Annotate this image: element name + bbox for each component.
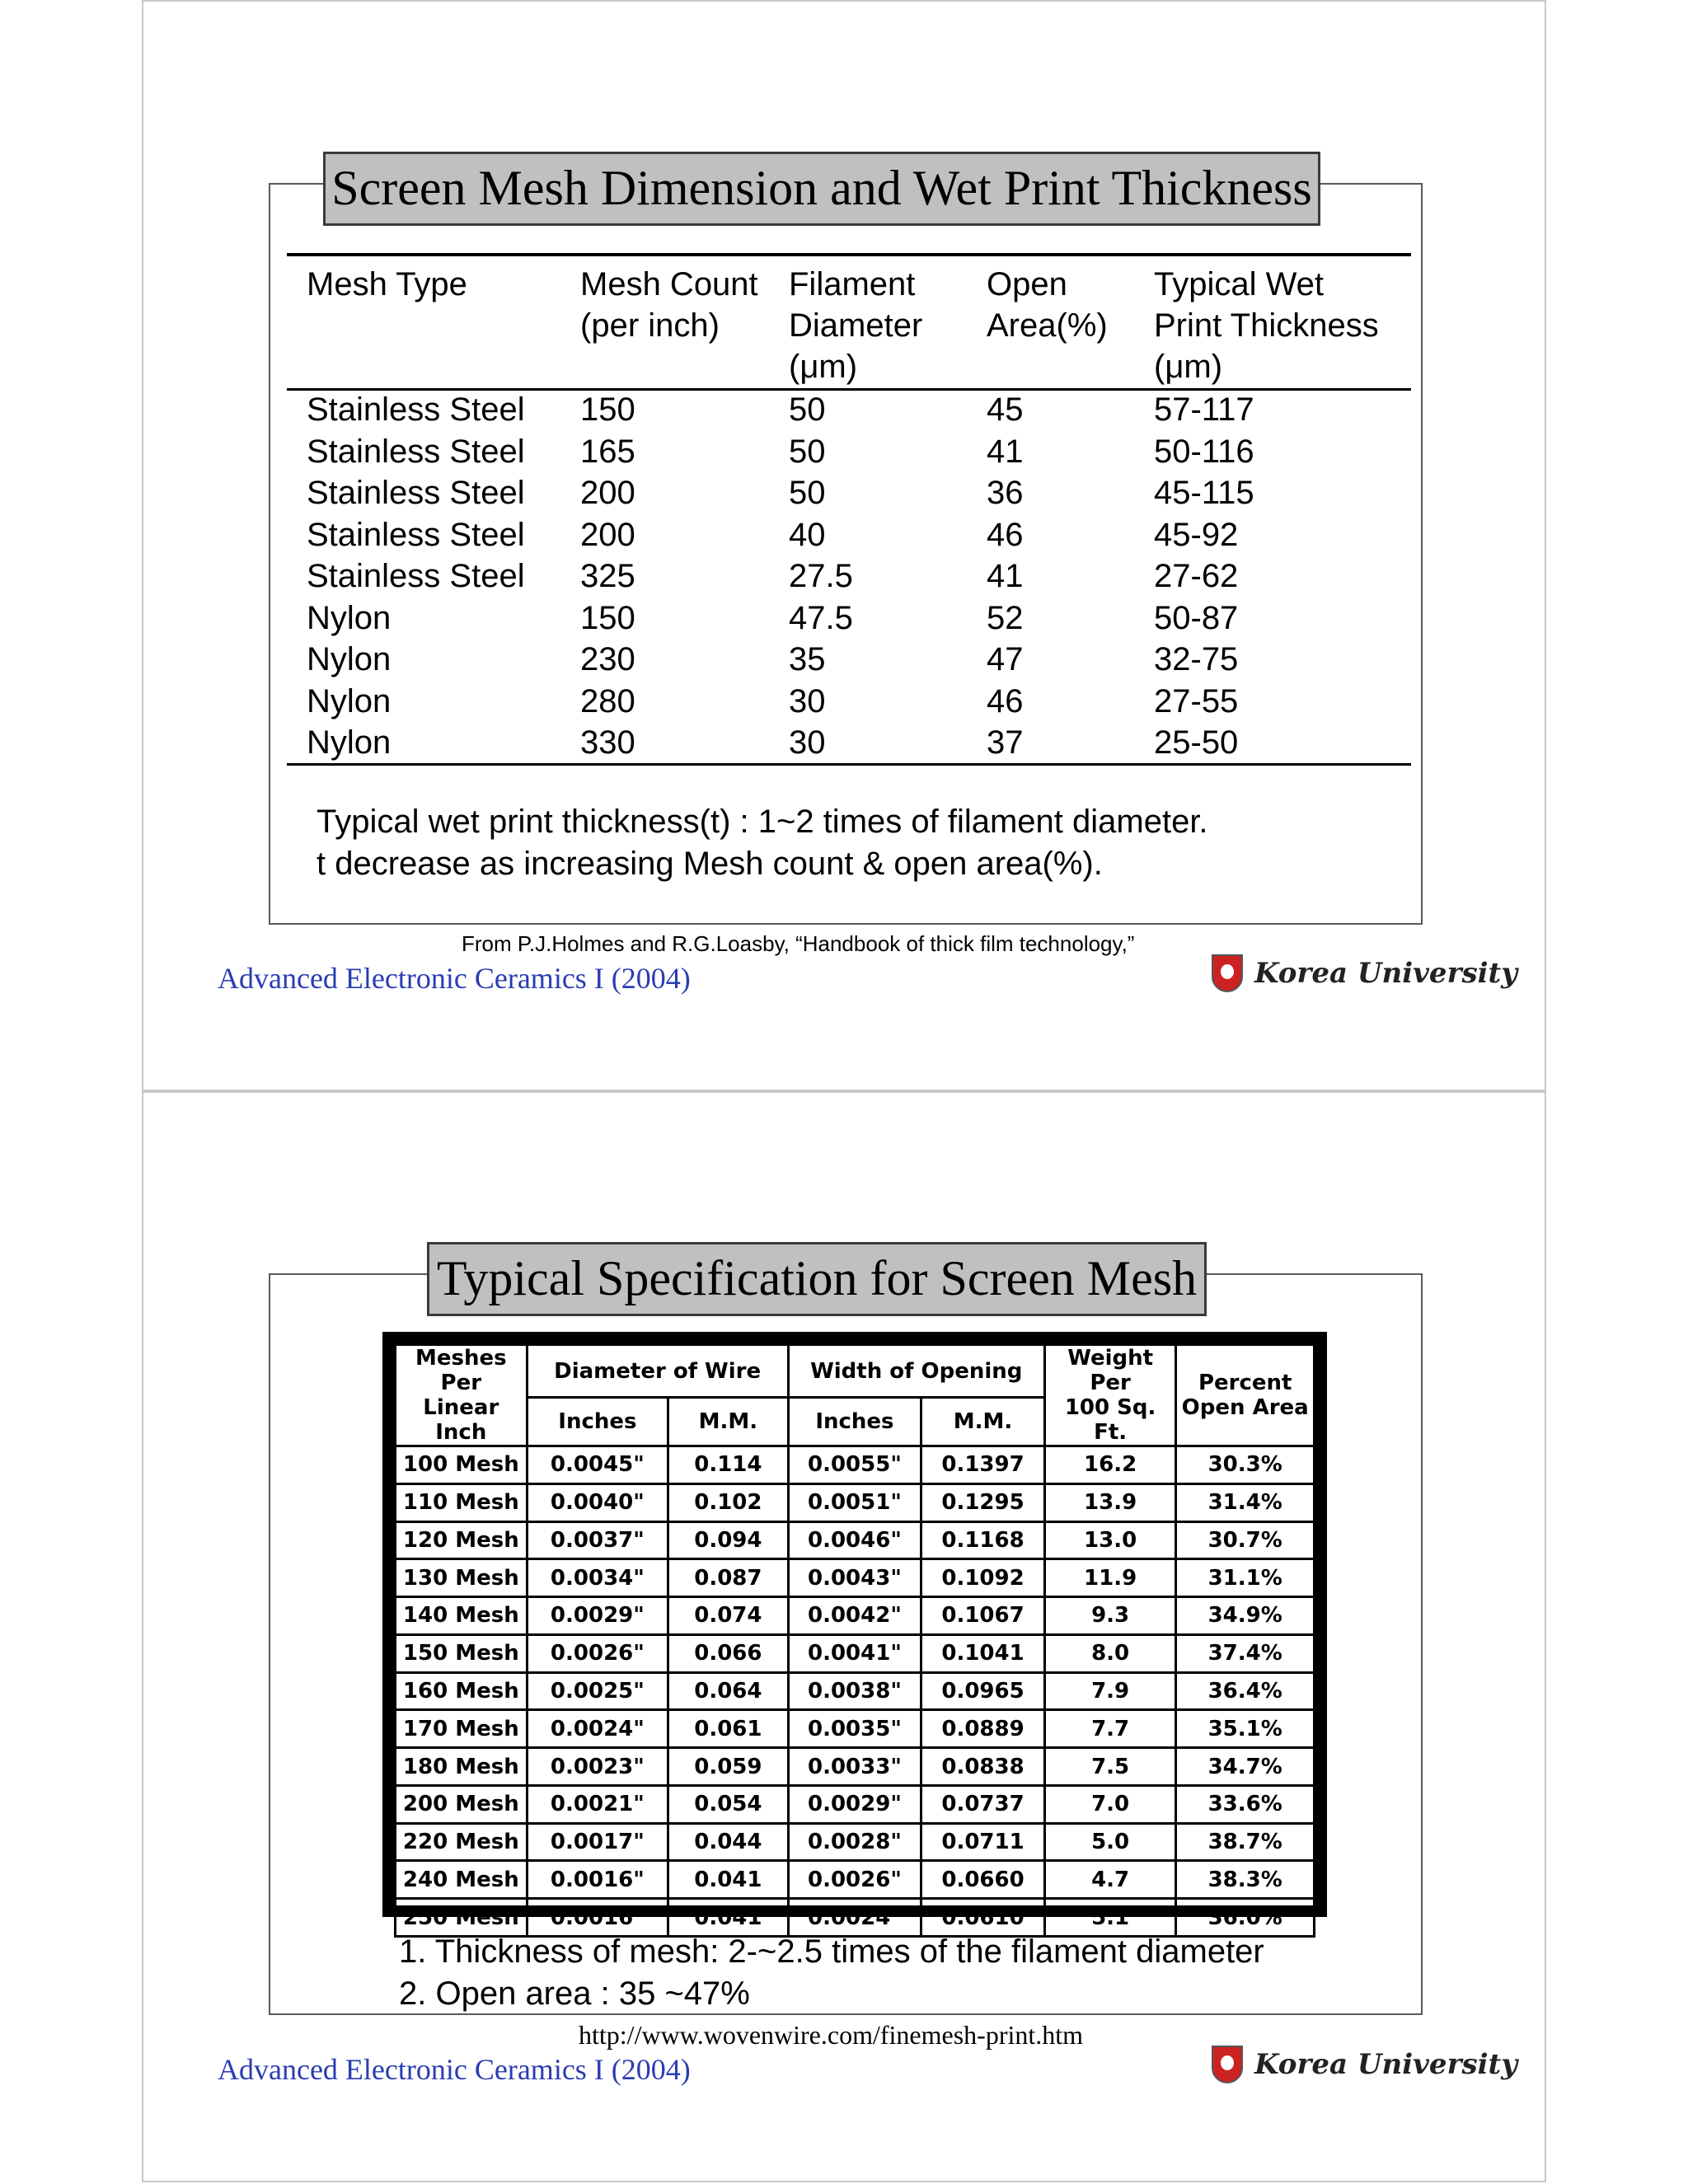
cell-percent-open: 34.9%: [1176, 1597, 1315, 1635]
cell-opening-mm: 0.1041: [921, 1634, 1045, 1672]
cell-open-area: 46: [987, 682, 1024, 719]
cell-meshes: 110 Mesh: [396, 1483, 528, 1521]
cell-wet-print-thickness: 45-115: [1154, 475, 1254, 511]
cell-weight: 16.2: [1044, 1446, 1176, 1484]
cell-percent-open: 30.3%: [1176, 1446, 1315, 1484]
cell-mesh-count: 150: [580, 391, 635, 428]
cell-wet-print-thickness: 32-75: [1154, 641, 1239, 677]
slide-1-note-2: t decrease as increasing Mesh count & open area(%).: [316, 846, 1103, 882]
cell-filament-diameter: 50: [789, 433, 826, 470]
header-filament-diameter: Filament Diameter (μm): [789, 266, 923, 385]
slide-1-logo: [1212, 954, 1517, 992]
slide-1-note-1: Typical wet print thickness(t) : 1~2 times of filament diameter.: [316, 804, 1208, 840]
cell-open-area: 46: [987, 516, 1024, 553]
header-open-area: Open Area(%): [987, 266, 1108, 344]
screen-mesh-spec-table: [382, 1332, 1327, 1930]
cell-wet-print-thickness: 27-55: [1154, 682, 1239, 719]
cell-mesh-type: Nylon: [307, 682, 392, 719]
cell-weight: 7.7: [1044, 1710, 1176, 1748]
table-row: [396, 1521, 1315, 1559]
cell-opening-mm: 0.0889: [921, 1710, 1045, 1748]
cell-weight: 7.5: [1044, 1748, 1176, 1786]
cell-opening-mm: 0.1067: [921, 1597, 1045, 1635]
cell-wire-mm: 0.074: [668, 1597, 788, 1635]
cell-wire-inches: 0.0016": [527, 1861, 668, 1899]
cell-percent-open: 31.1%: [1176, 1559, 1315, 1597]
cell-weight: 13.9: [1044, 1483, 1176, 1521]
cell-opening-inches: 0.0042": [788, 1597, 921, 1635]
cell-meshes: 160 Mesh: [396, 1672, 528, 1710]
cell-wire-inches: 0.0025": [527, 1672, 668, 1710]
cell-percent-open: 35.1%: [1176, 1710, 1315, 1748]
cell-percent-open: 31.4%: [1176, 1483, 1315, 1521]
cell-wire-inches: 0.0037": [527, 1521, 668, 1559]
cell-open-area: 37: [987, 724, 1024, 761]
cell-wire-mm: 0.066: [668, 1634, 788, 1672]
korea-university-crest-icon: [1212, 954, 1243, 992]
cell-opening-mm: 0.0838: [921, 1748, 1045, 1786]
cell-opening-mm: 0.0660: [921, 1861, 1045, 1899]
cell-wire-mm: 0.114: [668, 1446, 788, 1484]
cell-wire-mm: 0.064: [668, 1672, 788, 1710]
cell-wire-mm: 0.087: [668, 1559, 788, 1597]
cell-wire-mm: 0.102: [668, 1483, 788, 1521]
cell-opening-inches: 0.0028": [788, 1823, 921, 1861]
cell-mesh-count: 330: [580, 724, 635, 761]
cell-wire-mm: 0.054: [668, 1785, 788, 1823]
header-weight: Weight Per 100 Sq. Ft.: [1044, 1345, 1176, 1446]
cell-mesh-count: 200: [580, 516, 635, 553]
cell-wire-inches: 0.0024": [527, 1710, 668, 1748]
header-wire-mm: M.M.: [668, 1398, 788, 1446]
cell-filament-diameter: 30: [789, 724, 826, 761]
cell-weight: 4.7: [1044, 1861, 1176, 1899]
cell-percent-open: 38.7%: [1176, 1823, 1315, 1861]
slide-2-course: Advanced Electronic Ceramics I (2004): [218, 2053, 691, 2086]
cell-open-area: 41: [987, 433, 1024, 470]
slide-2-logo: [1212, 2046, 1517, 2083]
cell-weight: 5.0: [1044, 1823, 1176, 1861]
header-mesh-type: Mesh Type: [307, 266, 467, 302]
cell-weight: 13.0: [1044, 1521, 1176, 1559]
cell-wire-inches: 0.0029": [527, 1597, 668, 1635]
table-row: [396, 1446, 1315, 1484]
header-percent-open-area: Percent Open Area: [1176, 1345, 1315, 1446]
cell-opening-inches: 0.0038": [788, 1672, 921, 1710]
header-wire-inches: Inches: [527, 1398, 668, 1446]
cell-open-area: 47: [987, 641, 1024, 677]
cell-opening-inches: 0.0041": [788, 1634, 921, 1672]
cell-opening-inches: 0.0046": [788, 1521, 921, 1559]
table-row: [396, 1710, 1315, 1748]
header-opening-inches: Inches: [788, 1398, 921, 1446]
slide-1-source: From P.J.Holmes and R.G.Loasby, “Handbook of thick film technology,”: [462, 931, 1135, 956]
header-diameter-of-wire: Diameter of Wire: [527, 1345, 788, 1398]
cell-opening-inches: 0.0026": [788, 1861, 921, 1899]
cell-wire-mm: 0.041: [668, 1861, 788, 1899]
cell-percent-open: 34.7%: [1176, 1748, 1315, 1786]
table-row: [396, 1785, 1315, 1823]
cell-mesh-type: Stainless Steel: [307, 558, 525, 594]
table-row: [396, 1748, 1315, 1786]
cell-open-area: 41: [987, 558, 1024, 594]
cell-mesh-count: 280: [580, 682, 635, 719]
cell-filament-diameter: 50: [789, 475, 826, 511]
cell-filament-diameter: 50: [789, 391, 826, 428]
cell-opening-inches: 0.0051": [788, 1483, 921, 1521]
cell-wet-print-thickness: 57-117: [1154, 391, 1254, 428]
cell-wet-print-thickness: 50-87: [1154, 599, 1239, 636]
cell-filament-diameter: 35: [789, 641, 826, 677]
table-top-rule: [287, 253, 1411, 256]
header-meshes-per-inch: Meshes Per Linear Inch: [396, 1345, 528, 1446]
cell-wet-print-thickness: 50-116: [1154, 433, 1254, 470]
cell-mesh-type: Nylon: [307, 599, 392, 636]
header-mesh-count: Mesh Count (per inch): [580, 266, 758, 344]
cell-percent-open: 30.7%: [1176, 1521, 1315, 1559]
logo-text: Korea University: [1254, 957, 1517, 990]
cell-wet-print-thickness: 27-62: [1154, 558, 1239, 594]
cell-weight: 5.1: [1044, 1899, 1176, 1937]
cell-wire-mm: 0.044: [668, 1823, 788, 1861]
table-row: [396, 1597, 1315, 1635]
cell-percent-open: 37.4%: [1176, 1634, 1315, 1672]
cell-opening-inches: 0.0033": [788, 1748, 921, 1786]
cell-opening-mm: 0.0711: [921, 1823, 1045, 1861]
cell-opening-inches: 0.0035": [788, 1710, 921, 1748]
cell-filament-diameter: 47.5: [789, 599, 853, 636]
cell-opening-mm: 0.1295: [921, 1483, 1045, 1521]
cell-wire-inches: 0.0034": [527, 1559, 668, 1597]
slide-1: [142, 0, 1546, 1091]
cell-wet-print-thickness: 45-92: [1154, 516, 1239, 553]
cell-meshes: 200 Mesh: [396, 1785, 528, 1823]
cell-meshes: 180 Mesh: [396, 1748, 528, 1786]
cell-meshes: 170 Mesh: [396, 1710, 528, 1748]
cell-opening-mm: 0.0737: [921, 1785, 1045, 1823]
cell-opening-mm: 0.0610: [921, 1899, 1045, 1937]
cell-wire-inches: 0.0023": [527, 1748, 668, 1786]
cell-wire-inches: 0.0026": [527, 1634, 668, 1672]
slide-2-note-1: 1. Thickness of mesh: 2-~2.5 times of the filament diameter: [399, 1933, 1264, 1970]
cell-opening-mm: 0.1168: [921, 1521, 1045, 1559]
cell-wire-mm: 0.059: [668, 1748, 788, 1786]
table-row: [396, 1559, 1315, 1597]
cell-meshes: 150 Mesh: [396, 1634, 528, 1672]
cell-meshes: 130 Mesh: [396, 1559, 528, 1597]
cell-opening-inches: 0.0055": [788, 1446, 921, 1484]
cell-mesh-type: Stainless Steel: [307, 433, 525, 470]
cell-mesh-count: 230: [580, 641, 635, 677]
cell-weight: 11.9: [1044, 1559, 1176, 1597]
cell-wet-print-thickness: 25-50: [1154, 724, 1239, 761]
cell-wire-inches: 0.0040": [527, 1483, 668, 1521]
slide-2-title: Typical Specification for Screen Mesh: [427, 1242, 1207, 1316]
logo-text: Korea University: [1254, 2048, 1517, 2081]
slide-1-title: Screen Mesh Dimension and Wet Print Thickness: [323, 152, 1320, 226]
korea-university-crest-icon: [1212, 2046, 1243, 2083]
cell-mesh-count: 165: [580, 433, 635, 470]
header-opening-mm: M.M.: [921, 1398, 1045, 1446]
cell-weight: 9.3: [1044, 1597, 1176, 1635]
table-row: [396, 1483, 1315, 1521]
slide-1-course: Advanced Electronic Ceramics I (2004): [218, 962, 691, 995]
spec-table-body: [396, 1446, 1315, 1937]
cell-mesh-type: Stainless Steel: [307, 516, 525, 553]
cell-open-area: 52: [987, 599, 1024, 636]
table-bottom-rule: [287, 763, 1411, 766]
header-width-of-opening: Width of Opening: [788, 1345, 1044, 1398]
cell-wire-inches: 0.0045": [527, 1446, 668, 1484]
cell-open-area: 45: [987, 391, 1024, 428]
cell-opening-inches: 0.0029": [788, 1785, 921, 1823]
cell-weight: 8.0: [1044, 1634, 1176, 1672]
cell-percent-open: 38.3%: [1176, 1861, 1315, 1899]
table-row: [396, 1634, 1315, 1672]
table-row: [396, 1672, 1315, 1710]
cell-opening-mm: 0.0965: [921, 1672, 1045, 1710]
cell-meshes: 120 Mesh: [396, 1521, 528, 1559]
cell-wire-mm: 0.041: [668, 1899, 788, 1937]
cell-weight: 7.0: [1044, 1785, 1176, 1823]
cell-filament-diameter: 30: [789, 682, 826, 719]
cell-open-area: 36: [987, 475, 1024, 511]
cell-wire-inches: 0.0016": [527, 1899, 668, 1937]
cell-weight: 7.9: [1044, 1672, 1176, 1710]
cell-meshes: 140 Mesh: [396, 1597, 528, 1635]
cell-filament-diameter: 40: [789, 516, 826, 553]
cell-opening-inches: 0.0043": [788, 1559, 921, 1597]
cell-opening-mm: 0.1397: [921, 1446, 1045, 1484]
table-row: [396, 1823, 1315, 1861]
cell-percent-open: 33.6%: [1176, 1785, 1315, 1823]
cell-mesh-count: 150: [580, 599, 635, 636]
cell-wire-inches: 0.0021": [527, 1785, 668, 1823]
table-row: [396, 1861, 1315, 1899]
cell-percent-open: 36.0%: [1176, 1899, 1315, 1937]
cell-opening-inches: 0.0024": [788, 1899, 921, 1937]
cell-mesh-type: Nylon: [307, 641, 392, 677]
cell-mesh-type: Nylon: [307, 724, 392, 761]
cell-mesh-count: 325: [580, 558, 635, 594]
slide-2: [142, 1091, 1546, 2182]
cell-wire-inches: 0.0017": [527, 1823, 668, 1861]
cell-meshes: 240 Mesh: [396, 1861, 528, 1899]
cell-opening-mm: 0.1092: [921, 1559, 1045, 1597]
slide-2-note-2: 2. Open area : 35 ~47%: [399, 1975, 750, 2012]
cell-meshes: 100 Mesh: [396, 1446, 528, 1484]
cell-filament-diameter: 27.5: [789, 558, 853, 594]
cell-mesh-type: Stainless Steel: [307, 475, 525, 511]
slide-2-source: http://www.wovenwire.com/finemesh-print.htm: [579, 2020, 1084, 2050]
cell-mesh-type: Stainless Steel: [307, 391, 525, 428]
cell-percent-open: 36.4%: [1176, 1672, 1315, 1710]
cell-wire-mm: 0.061: [668, 1710, 788, 1748]
cell-mesh-count: 200: [580, 475, 635, 511]
cell-wire-mm: 0.094: [668, 1521, 788, 1559]
header-wet-print-thickness: Typical Wet Print Thickness (μm): [1154, 266, 1379, 385]
cell-meshes: 250 Mesh: [396, 1899, 528, 1937]
cell-meshes: 220 Mesh: [396, 1823, 528, 1861]
